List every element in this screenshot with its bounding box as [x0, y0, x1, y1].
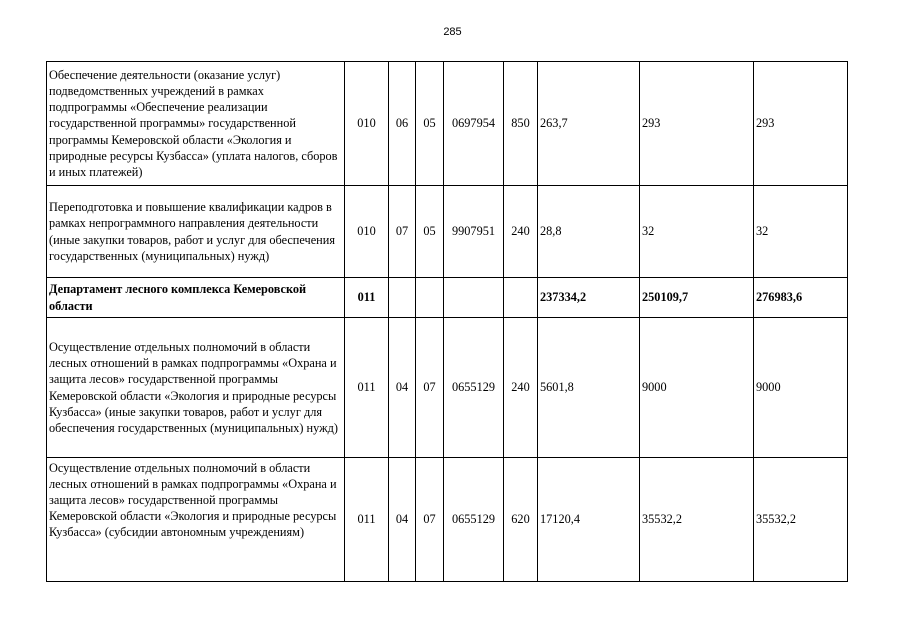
row-description: Департамент лесного комплекса Кемеровской области [47, 278, 345, 318]
subsection-code [416, 278, 444, 318]
section-code: 06 [389, 62, 416, 186]
expense-type-code: 620 [504, 458, 538, 582]
page-number: 285 [443, 26, 462, 38]
row-description: Обеспечение деятельности (оказание услуг) подведомственных учреждений в рамках подпрограммы «Обеспечение реализации государственной программы» государственной программы Кемеровской области «Экология и природные ресурсы Кузбасса» (уплата налогов, сборов и иных платежей) [47, 62, 345, 186]
value-year-2: 293 [640, 62, 754, 186]
value-year-1: 17120,4 [538, 458, 640, 582]
ministry-code: 011 [345, 318, 389, 458]
target-code: 0655129 [444, 318, 504, 458]
subsection-code: 07 [416, 318, 444, 458]
value-year-2: 250109,7 [640, 278, 754, 318]
value-year-3: 9000 [754, 318, 848, 458]
ministry-code: 011 [345, 458, 389, 582]
table-row [47, 278, 848, 318]
table-row [47, 318, 848, 458]
value-year-2: 32 [640, 186, 754, 278]
section-code: 07 [389, 186, 416, 278]
section-code [389, 278, 416, 318]
subsection-code: 05 [416, 186, 444, 278]
row-description: Осуществление отдельных полномочий в области лесных отношений в рамках подпрограммы «Охрана и защита лесов» государственной программы Кемеровской области «Экология и природные ресурсы Кузбасса» (субсидии автономным учреждениям) [47, 458, 345, 582]
table-row [47, 186, 848, 278]
value-year-3: 32 [754, 186, 848, 278]
value-year-1: 263,7 [538, 62, 640, 186]
ministry-code: 010 [345, 186, 389, 278]
value-year-2: 9000 [640, 318, 754, 458]
expense-type-code: 850 [504, 62, 538, 186]
target-code: 0697954 [444, 62, 504, 186]
target-code: 9907951 [444, 186, 504, 278]
value-year-2: 35532,2 [640, 458, 754, 582]
table-row [47, 62, 848, 186]
subsection-code: 07 [416, 458, 444, 582]
subsection-code: 05 [416, 62, 444, 186]
row-description: Переподготовка и повышение квалификации кадров в рамках непрограммного направления деятельности (иные закупки товаров, работ и услуг для обеспечения государственных (муниципальных) нужд) [47, 186, 345, 278]
section-code: 04 [389, 318, 416, 458]
table-row [47, 458, 848, 582]
expense-type-code: 240 [504, 318, 538, 458]
ministry-code: 011 [345, 278, 389, 318]
row-description: Осуществление отдельных полномочий в области лесных отношений в рамках подпрограммы «Охрана и защита лесов» государственной программы Кемеровской области «Экология и природные ресурсы Кузбасса» (иные закупки товаров, работ и услуг для обеспечения государственных (муниципальных) нужд) [47, 318, 345, 458]
value-year-1: 237334,2 [538, 278, 640, 318]
value-year-3: 35532,2 [754, 458, 848, 582]
expense-type-code [504, 278, 538, 318]
budget-table [46, 61, 848, 582]
value-year-3: 293 [754, 62, 848, 186]
target-code: 0655129 [444, 458, 504, 582]
section-code: 04 [389, 458, 416, 582]
value-year-1: 28,8 [538, 186, 640, 278]
value-year-3: 276983,6 [754, 278, 848, 318]
target-code [444, 278, 504, 318]
value-year-1: 5601,8 [538, 318, 640, 458]
ministry-code: 010 [345, 62, 389, 186]
expense-type-code: 240 [504, 186, 538, 278]
